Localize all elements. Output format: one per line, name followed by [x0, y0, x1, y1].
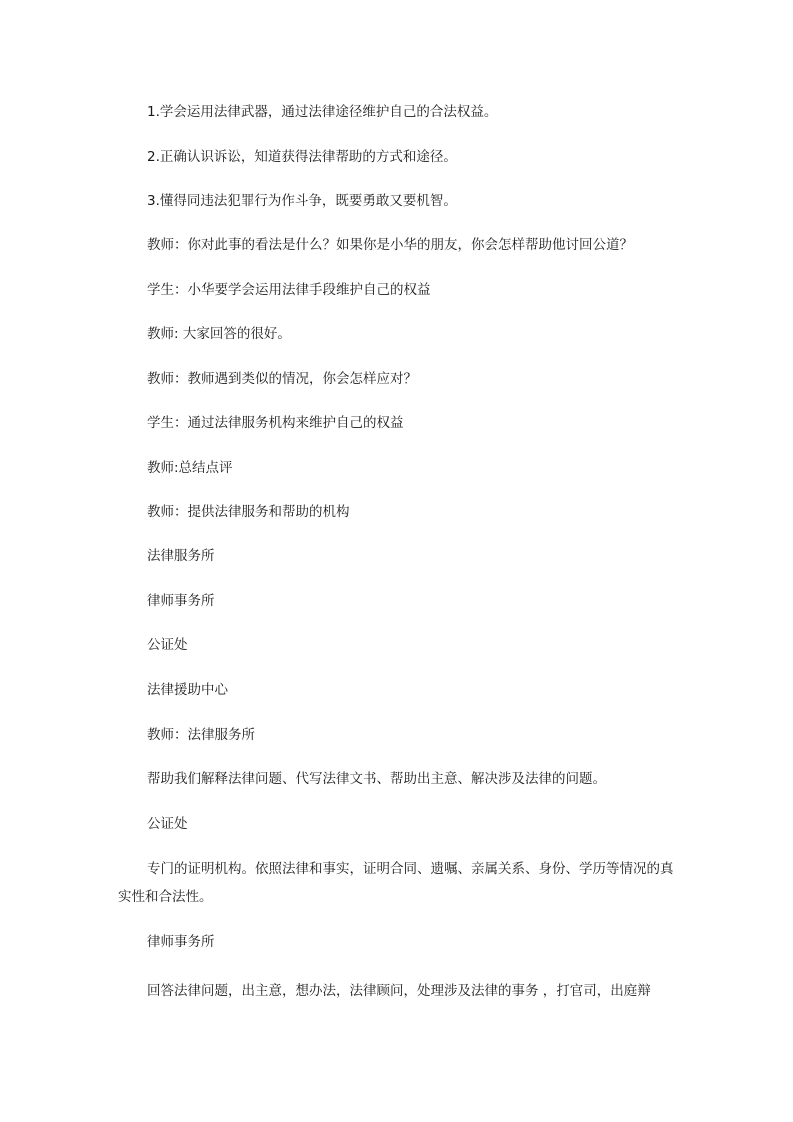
list-item-law-firm: 律师事务所 [147, 593, 215, 609]
paragraph-teacher-institutions: 教师：提供法律服务和帮助的机构 [147, 504, 350, 520]
list-item-legal-service: 法律服务所 [147, 548, 215, 564]
paragraph-legal-service-desc: 帮助我们解释法律问题、代写法律文书、帮助出主意、解决涉及法律的问题。 [147, 771, 606, 787]
paragraph-teacher-summary: 教师:总结点评 [147, 460, 233, 476]
heading-notary: 公证处 [147, 816, 188, 832]
paragraph-teacher-question-2: 教师：教师遇到类似的情况，你会怎样应对？ [147, 371, 417, 387]
paragraph-student-answer-1: 学生：小华要学会运用法律手段维护自己的权益 [147, 282, 431, 298]
heading-law-firm: 律师事务所 [147, 934, 215, 950]
paragraph-teacher-question: 教师：你对此事的看法是什么？如果你是小华的朋友，你会怎样帮助他讨回公道？ [147, 237, 633, 253]
paragraph-goal-1: 1.学会运用法律武器，通过法律途径维护自己的合法权益。 [147, 104, 498, 120]
paragraph-notary-desc: 专门的证明机构。依照法律和事实，证明合同、遗嘱、亲属关系、身份、学历等情况的真实性和合法性。 [118, 861, 674, 905]
paragraph-teacher-praise: 教师: 大家回答的很好。 [147, 326, 291, 342]
paragraph-goal-2: 2.正确认识诉讼，知道获得法律帮助的方式和途径。 [147, 149, 457, 165]
paragraph-goal-3: 3.懂得同违法犯罪行为作斗争，既要勇敢又要机智。 [147, 193, 457, 209]
paragraph-law-firm-desc: 回答法律问题，出主意，想办法，法律顾问，处理涉及法律的事务 ，打官司，出庭辩 [147, 983, 651, 999]
paragraph-student-answer-2: 学生：通过法律服务机构来维护自己的权益 [147, 415, 404, 431]
paragraph-teacher-legal-service: 教师：法律服务所 [147, 727, 255, 743]
list-item-notary: 公证处 [147, 637, 188, 653]
list-item-legal-aid: 法律援助中心 [147, 682, 228, 698]
